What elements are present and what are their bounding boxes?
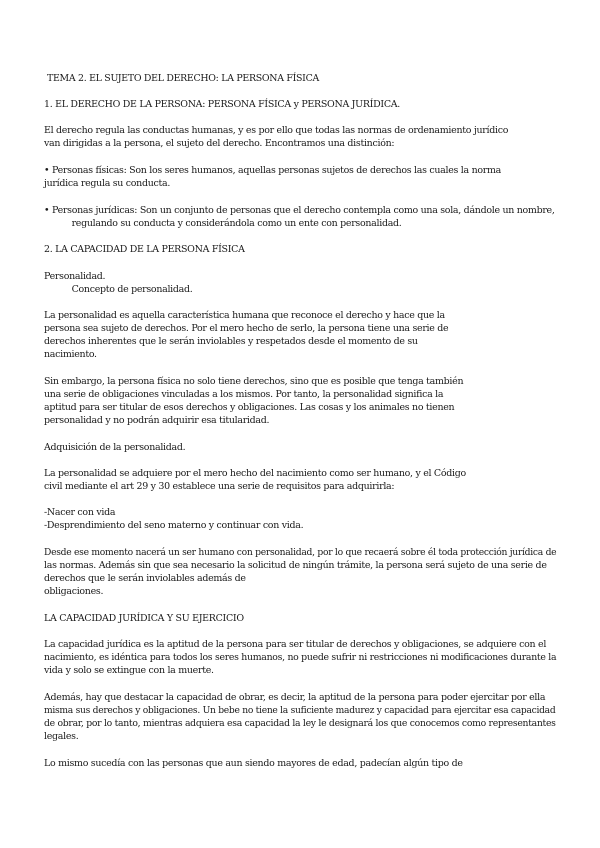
subheading-personalidad: Personalidad. Concepto de personalidad. — [44, 271, 193, 295]
paragraph-personalidad: La personalidad es aquella característica humana que reconoce el derecho y hace que la persona sea sujeto de derechos. Por el mero hecho de serlo, la persona tiene una serie de derechos inherentes que le serán inviolables y respetados desde el momento de su nacimiento. — [44, 310, 449, 360]
paragraph-capacidad-juridica: La capacidad jurídica es la aptitud de la persona para ser titular de derechos y obligaciones, se adquiere con el nacimiento, es idéntica para todos los seres humanos, no puede sufrir ni restricciones ni modificaciones durante la vida y solo se extingue con la muerte. — [44, 639, 557, 676]
section-2-heading: 2. LA CAPACIDAD DE LA PERSONA FÍSICA — [44, 244, 245, 255]
subheading-capacidad-juridica: LA CAPACIDAD JURÍDICA Y SU EJERCICIO — [44, 613, 244, 624]
section-1-heading: 1. EL DERECHO DE LA PERSONA: PERSONA FÍSICA y PERSONA JURÍDICA. — [44, 99, 401, 110]
document-title: TEMA 2. EL SUJETO DEL DERECHO: LA PERSONA FÍSICA — [47, 73, 319, 84]
list-item: -Nacer con vida — [44, 507, 116, 518]
paragraph-personas-juridicas: • Personas jurídicas: Son un conjunto de personas que el derecho contempla como una sola, dándole un nombre, regulando su conducta y considerándola como un ente con personalidad. — [44, 205, 555, 229]
requirements-list — [44, 506, 564, 532]
paragraph-adquisicion: La personalidad se adquiere por el mero hecho del nacimiento como ser humano, y el Código civil mediante el art 29 y 30 establece una serie de requisitos para adquirirla: — [44, 468, 466, 492]
paragraph-personas-fisicas: • Personas físicas: Son los seres humanos, aquellas personas sujetos de derechos las cuales la norma jurídica regula su conducta. — [44, 165, 501, 189]
paragraph-proteccion: Desde ese momento nacerá un ser humano con personalidad, por lo que recaerá sobre él toda protección jurídica de las normas. Además sin que sea necesario la solicitud de ningún trámite, la persona será sujeto de una serie de derechos que le serán inviolables además de obligaciones. — [44, 547, 557, 597]
subheading-adquisicion: Adquisición de la personalidad. — [44, 442, 186, 453]
paragraph-1: El derecho regula las conductas humanas, y es por ello que todas las normas de ordenamiento jurídico van dirigidas a la persona, el sujeto del derecho. Encontramos una distinción: — [44, 125, 509, 149]
paragraph-capacidad-obrar: Además, hay que destacar la capacidad de obrar, es decir, la aptitud de la persona para poder ejercitar por ella misma sus derechos y obligaciones. Un bebe no tiene la suficiente madurez y capacidad para ejercitar esa capacidad de obrar, por lo tanto, mientras adquiera esa capacidad la ley le designará los que conocemos como representantes legales. — [44, 692, 556, 742]
paragraph-obligaciones: Sin embargo, la persona física no solo tiene derechos, sino que es posible que tenga también una serie de obligaciones vinculadas a los mismos. Por tanto, la personalidad significa la aptitud para ser titular de esos derechos y obligaciones. Las cosas y los animales no tienen personalidad y no podrán adquirir esa titularidad. — [44, 376, 464, 426]
list-item: -Desprendimiento del seno materno y continuar con vida. — [44, 520, 304, 531]
paragraph-mayores-edad: Lo mismo sucedía con las personas que aun siendo mayores de edad, padecían algún tipo de — [44, 758, 463, 769]
